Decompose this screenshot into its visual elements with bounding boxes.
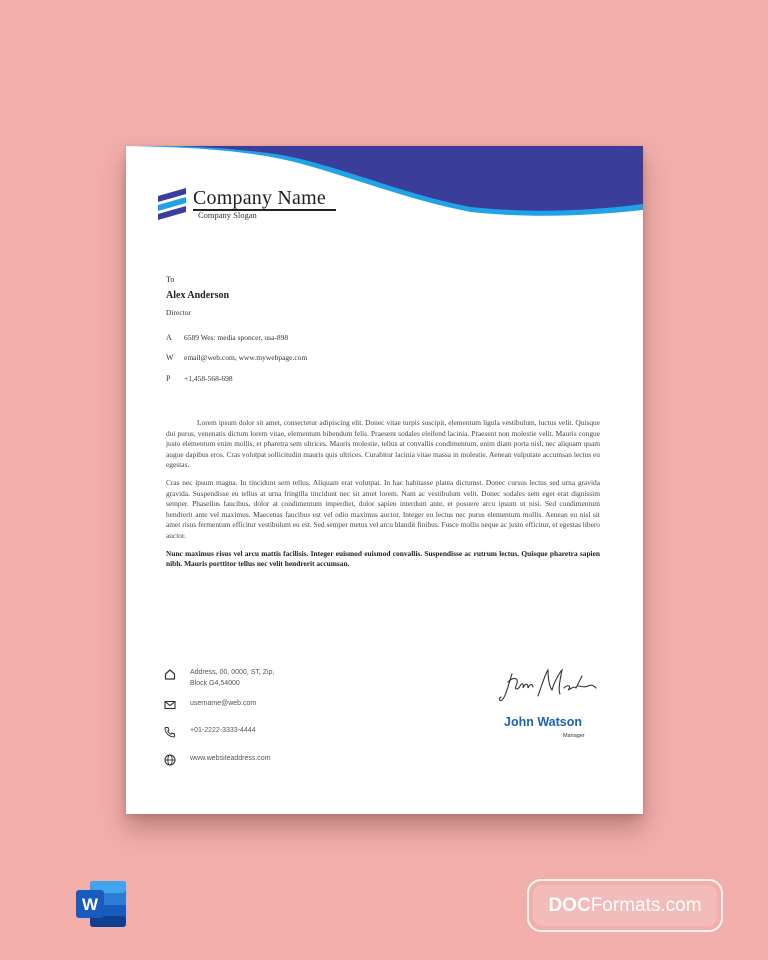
mail-icon	[164, 699, 176, 711]
footer-address-line1: Address, 00, 0000, ST, Zip,	[190, 669, 275, 676]
handwritten-signature	[498, 666, 598, 708]
docformats-logo	[533, 885, 717, 926]
footer-website	[164, 754, 271, 766]
phone-icon	[164, 726, 176, 738]
footer-website-text[interactable]: www.websiteaddress.com	[190, 755, 271, 762]
recipient-name: Alex Anderson	[166, 290, 230, 301]
footer-email-text[interactable]: username@web.com	[190, 700, 257, 707]
word-app-icon	[76, 879, 128, 929]
company-name: Company Name	[193, 187, 326, 209]
signer-name: John Watson	[504, 715, 583, 729]
recipient-phone-row	[166, 374, 233, 383]
body-paragraph: Cras nec ipsum magna. In tincidunt sem tellus. Aliquam erat volutpat. In hac habitasse platea dictumst. Donec cursus lectus sed urna gravida gravida. Suspendisse eu tellus at urna fringilla tincidunt nec sit amet lorem. Nam ac vestibulum velit. Donec sodales sem eget erat dignissim semper. Phasellus faucibus, dolor at condimentum imperdiet, dolor sapien interdum ante, et posuere arcu ipsum ut nisi. Sed condimentum hendrerit ante vel maximus. Maecenas faucibus est vel odio maximus auctor. Integer eu lectus nec purus elementum mollis. Aenean eu nisl sit amet risus fermentum efficitur vestibulum eu est. Sed semper metus vel arcu blandit finibus. Fusce mollis neque ac justo efficitur, et egestas libero auctor.	[166, 477, 600, 540]
company-logo-icon	[156, 186, 188, 222]
body-paragraph: Lorem ipsum dolor sit amet, consectetur adipiscing elit. Donec vitae turpis suscipit, elementum ligula vestibulum, luctus velit. Quisque dui purus, venenatis dictum lorem vitae, elementum bibendum felis. Praesent sodales eleifend lacinia. Praesent non molestie velit. Mauris congue justo elementum enim mollis, et pharetra sem ultrices. Mauris molestie, tellus at convallis condimentum, enim diam porta nisl, nec aliquam quam augue dapibus eros. Cras volutpat sollicitudin mauris quis ultrices. Curabitur lacinia vitae massa in molestie. Aenean vulputate accumsan lectus eu egestas.	[166, 418, 600, 470]
contact-key: W	[166, 353, 174, 362]
footer-email	[164, 699, 256, 711]
recipient-web-row	[166, 353, 307, 362]
recipient-title: Director	[166, 308, 191, 317]
contact-value: email@web.com, www.mywebpage.com	[184, 353, 308, 362]
home-icon	[164, 668, 176, 680]
svg-text:W: W	[81, 895, 99, 914]
recipient-address-row	[166, 333, 288, 342]
globe-icon	[164, 754, 176, 766]
contact-value: +1,458-568-698	[184, 374, 233, 383]
footer-phone-text: +01-2222-3333-4444	[190, 727, 256, 734]
footer-address-line2: Block G4,54000	[190, 679, 240, 687]
footer-phone	[164, 726, 256, 738]
docformats-badge[interactable]	[527, 879, 723, 932]
brand-rest-text: Formats.com	[590, 894, 702, 916]
company-slogan: Company Slogan	[198, 210, 257, 220]
letter-body	[166, 418, 600, 577]
contact-key: A	[166, 333, 172, 342]
contact-key: P	[166, 374, 171, 383]
body-paragraph-bold: Nunc maximus risus vel arcu mattis facilisis. Integer euismod euismod convallis. Suspendisse ac rutrum lectus. Quisque pharetra sapien nibh. Mauris porttitor tellus nec velit hendrerit accumsan.	[166, 548, 600, 569]
contact-value: 6589 Wes: media sponcer, usa-898	[184, 333, 289, 342]
signer-title: Manager	[563, 733, 585, 739]
letterhead-page	[126, 146, 643, 814]
footer-address	[164, 668, 274, 689]
to-label: To	[166, 275, 175, 284]
brand-bold-text: DOC	[548, 894, 591, 916]
